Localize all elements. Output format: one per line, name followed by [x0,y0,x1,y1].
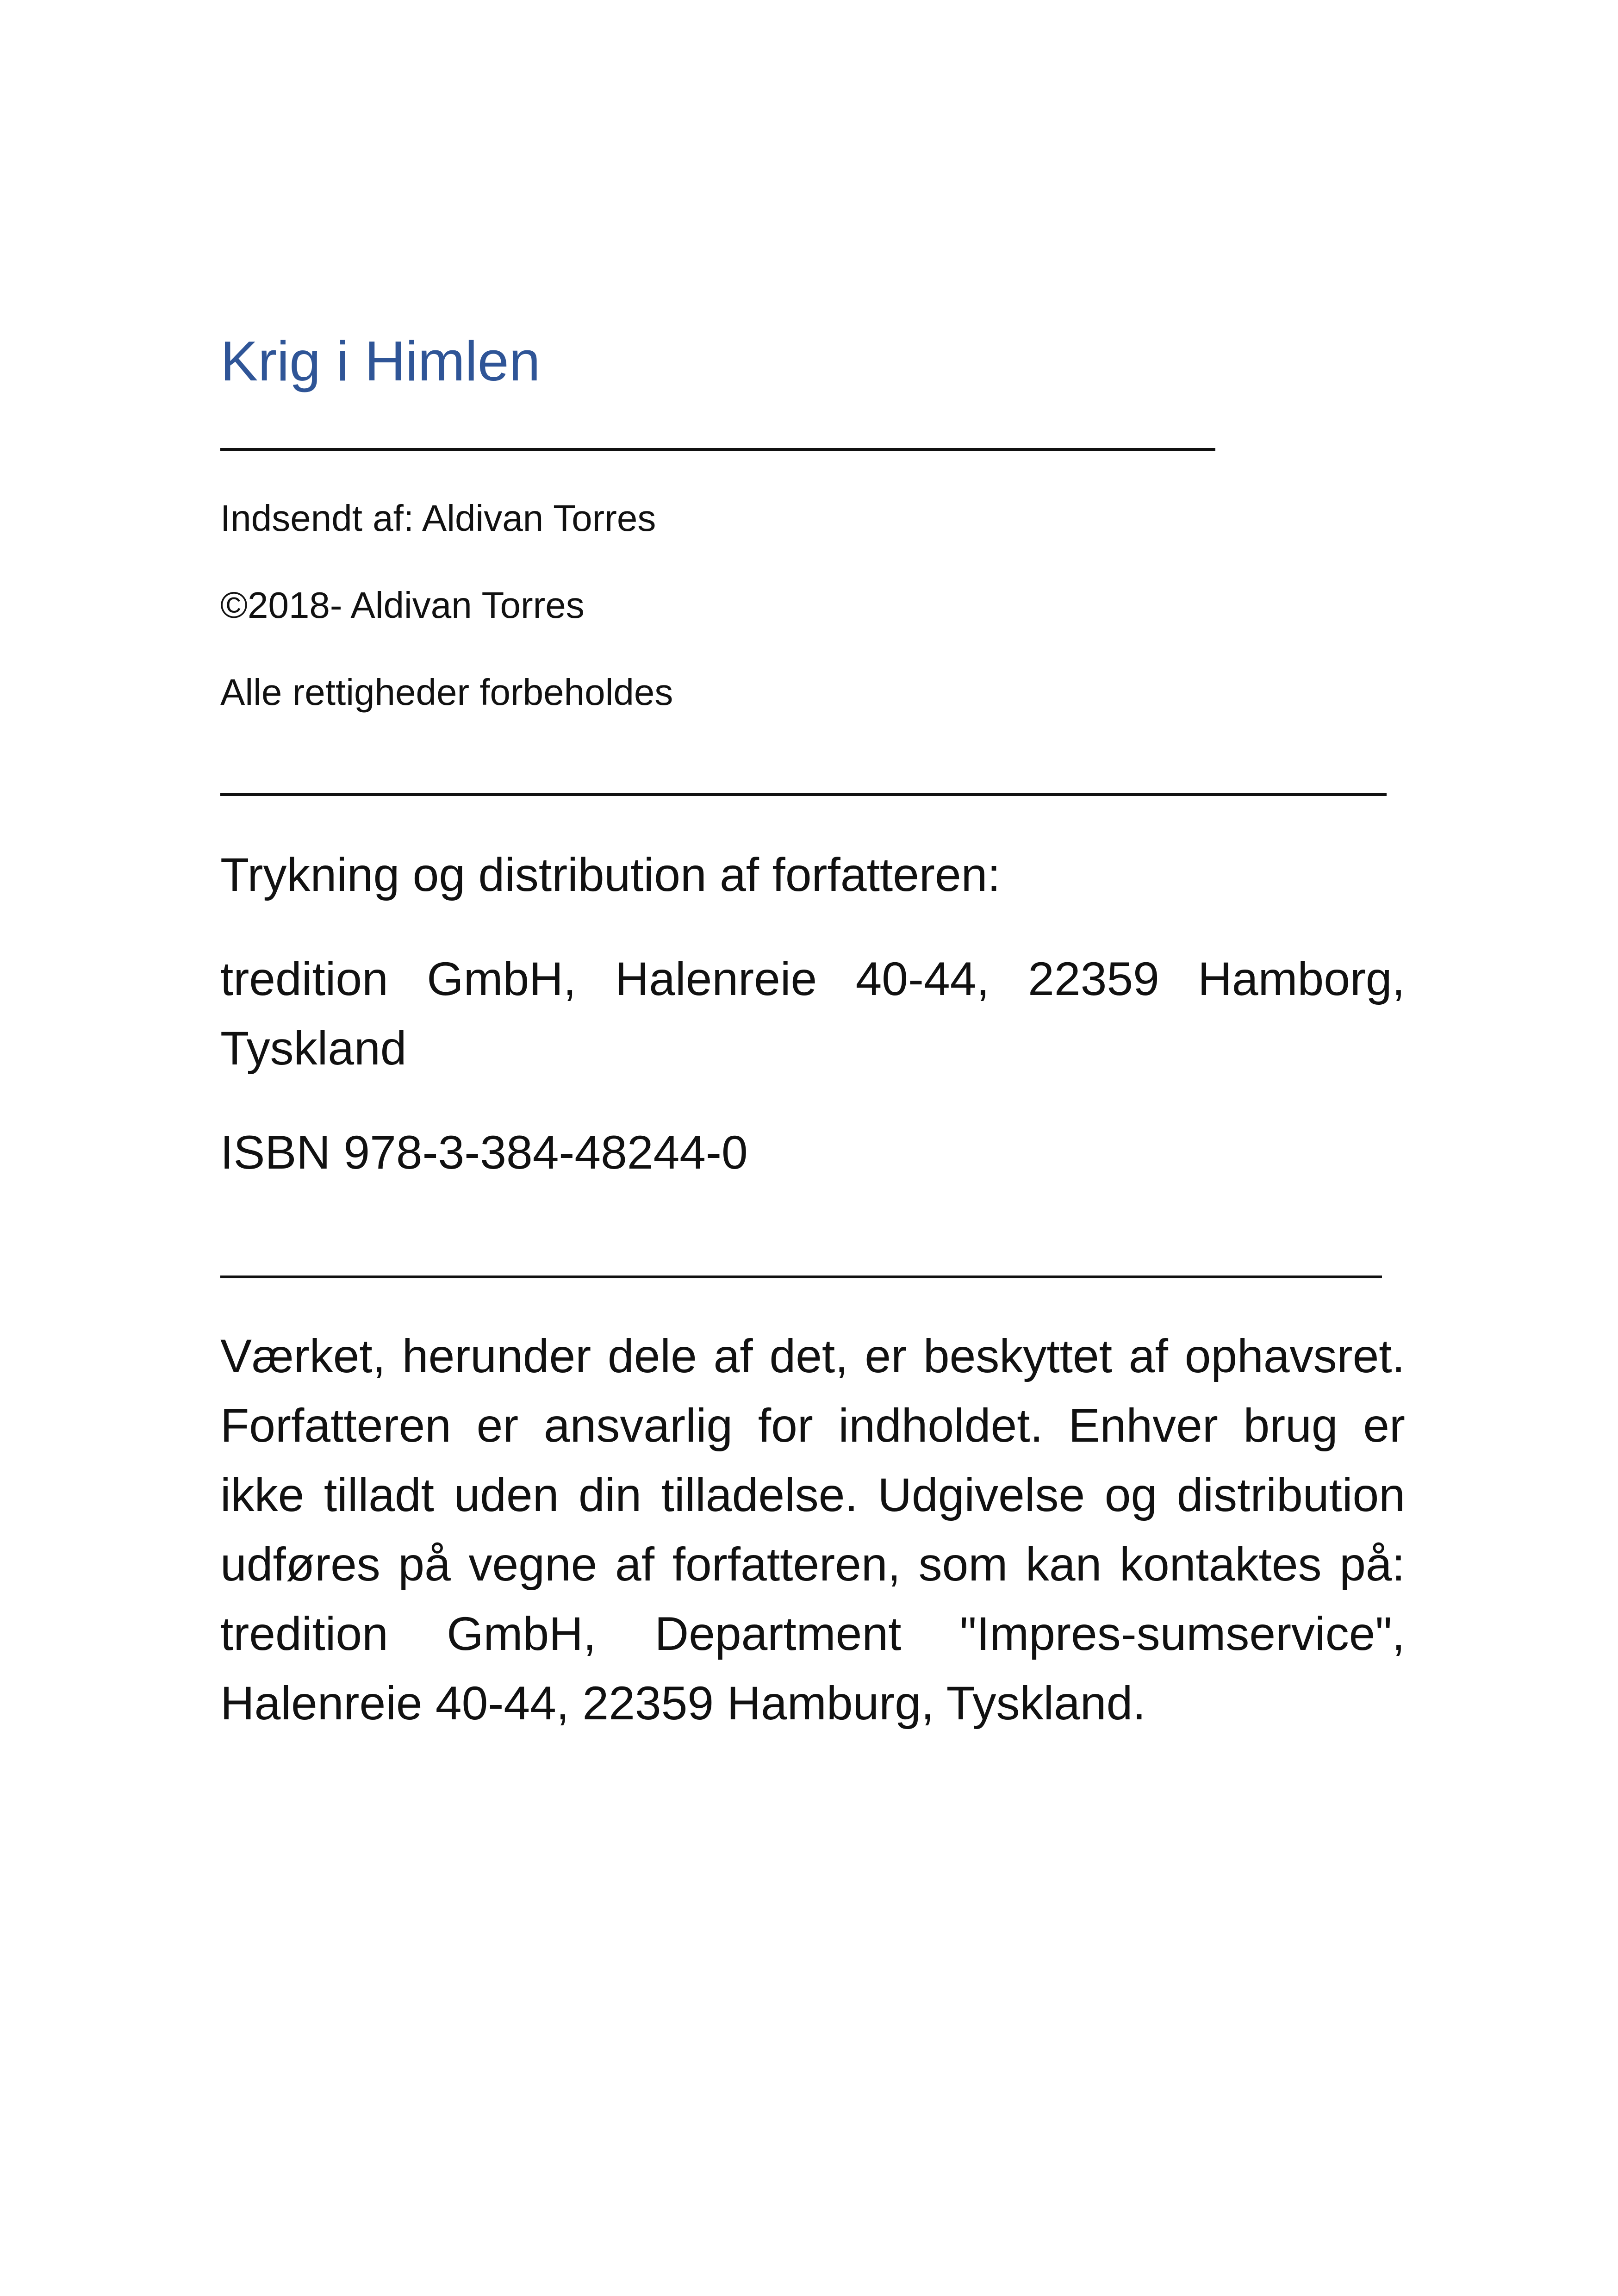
rights-divider [220,793,1387,796]
publisher-address: tredition GmbH, Halenreie 40-44, 22359 Hamborg, Tyskland [220,952,1405,1075]
isbn-line: ISBN 978-3-384-48244-0 [220,1126,748,1179]
document-title: Krig i Himlen [220,330,541,392]
printing-heading: Trykning og distribution af forfatteren: [220,848,1001,901]
copyright-line: ©2018- Aldivan Torres [220,585,585,626]
isbn-divider [220,1276,1382,1278]
copyright-notice: Værket, herunder dele af det, er beskyttet af ophavsret. Forfatteren er ansvarlig for indholdet. Enhver brug er ikke tilladt uden din tilladelse. Udgivelse og distribution udføres på vegne af forfatteren, som kan kontaktes på: tredition GmbH, Department "Impres-sumservice", Halenreie 40-44, 22359 Hamburg, Tyskland. [220,1330,1405,1730]
rights-line: Alle rettigheder forbeholdes [220,672,673,713]
submitted-by-line: Indsendt af: Aldivan Torres [220,498,656,539]
title-divider [220,448,1215,451]
